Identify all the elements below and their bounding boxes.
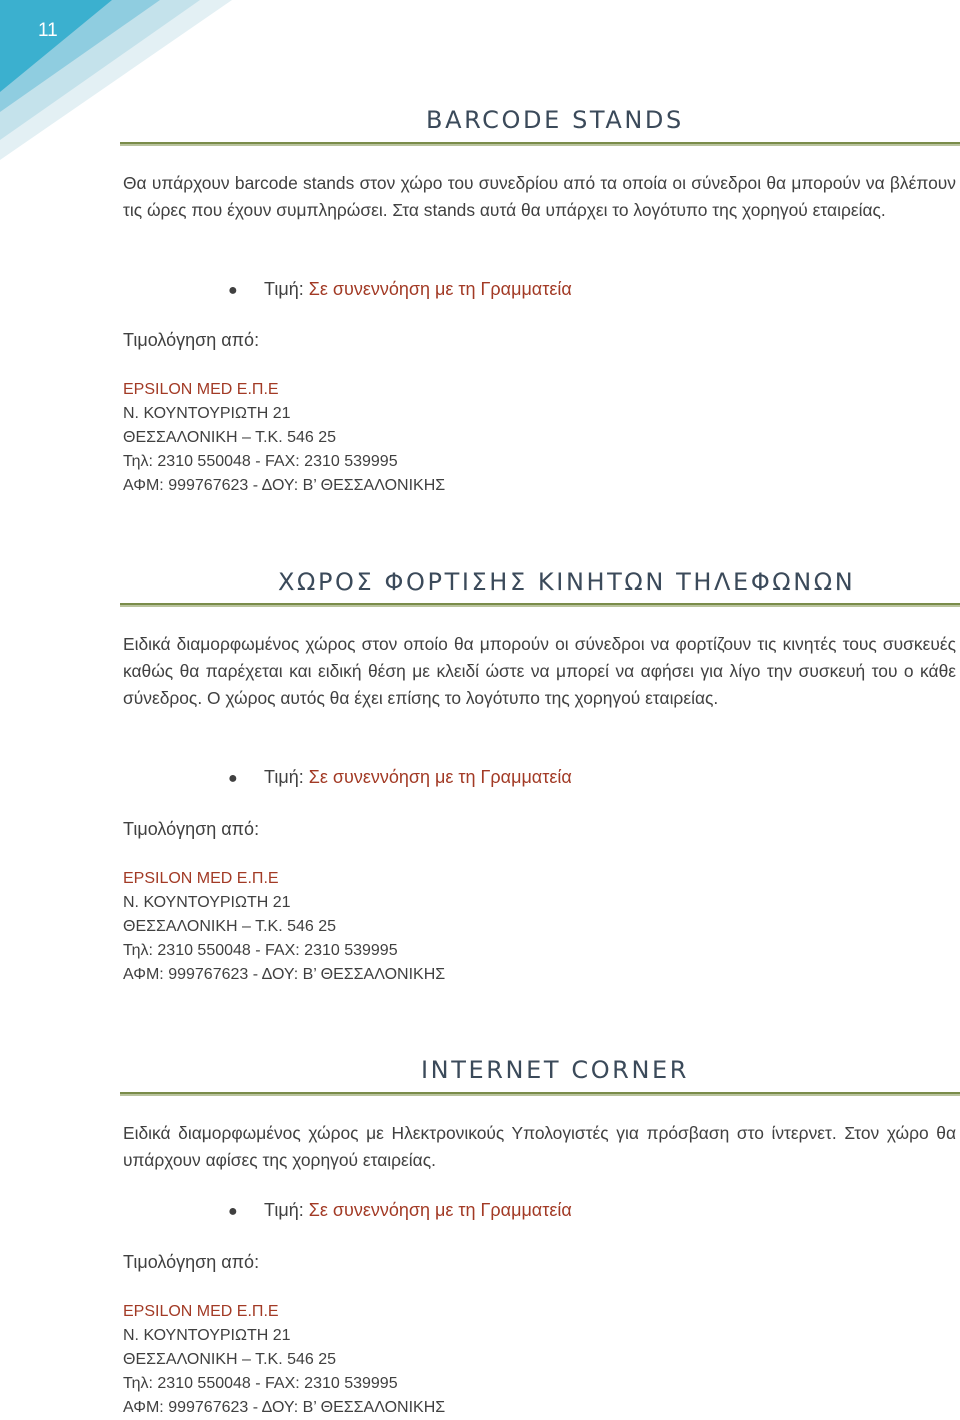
price-label: Τιμή: [264,1200,309,1220]
price-row [228,1200,572,1221]
address-city: ΘΕΣΣΑΛΟΝΙΚΗ – Τ.Κ. 546 25 [123,1351,337,1368]
price-value: Σε συνεννόηση με τη Γραμματεία [308,767,572,787]
section-rule [120,1092,960,1096]
invoice-label: Τιμολόγηση από: [123,819,260,839]
section-rule [120,603,960,607]
address-phone: Τηλ: 2310 550048 - FAX: 2310 539995 [123,453,398,470]
address-street: Ν. ΚΟΥΝΤΟΥΡΙΩΤΗ 21 [123,1327,291,1344]
price-label: Τιμή: [264,279,309,299]
address-tax: ΑΦΜ: 999767623 - ΔΟΥ: Β’ ΘΕΣΣΑΛΟΝΙΚΗΣ [123,966,446,983]
address-street: Ν. ΚΟΥΝΤΟΥΡΙΩΤΗ 21 [123,894,291,911]
invoice-label: Τιμολόγηση από: [123,330,260,350]
price-value: Σε συνεννόηση με τη Γραμματεία [308,279,572,299]
section-paragraph: Ειδικά διαμορφωμένος χώρος με Ηλεκτρονικούς Υπολογιστές για πρόσβαση στο ίντερνετ. Στον χώρο θα υπάρχουν αφίσες της χορηγού εταιρείας. [123,1123,956,1170]
price-label: Τιμή: [264,767,309,787]
page-number: 11 [38,20,58,41]
bullet-icon: ● [228,1203,238,1220]
price-value: Σε συνεννόηση με τη Γραμματεία [308,1200,572,1220]
section-rule [120,142,960,146]
address-street: Ν. ΚΟΥΝΤΟΥΡΙΩΤΗ 21 [123,405,291,422]
section-paragraph: Θα υπάρχουν barcode stands στον χώρο του συνεδρίου από τα οποία οι σύνεδροι θα μπορούν να βλέπουν τις ώρες που έχουν συμπληρώσει. Στα stands αυτά θα υπάρχει το λογότυπο της χορηγού εταιρείας. [123,173,956,220]
address-block [123,1300,445,1420]
invoice-label: Τιμολόγηση από: [123,1252,260,1272]
company-name: EPSILON MED Ε.Π.Ε [123,870,279,887]
address-tax: ΑΦΜ: 999767623 - ΔΟΥ: Β’ ΘΕΣΣΑΛΟΝΙΚΗΣ [123,477,446,494]
bullet-icon: ● [228,770,238,787]
price-row [228,767,572,788]
address-phone: Τηλ: 2310 550048 - FAX: 2310 539995 [123,942,398,959]
address-city: ΘΕΣΣΑΛΟΝΙΚΗ – Τ.Κ. 546 25 [123,918,337,935]
section-paragraph: Ειδικά διαμορφωμένος χώρος στον οποίο θα μπορούν οι σύνεδροι να φορτίζουν τις κινητές τους συσκευές καθώς θα παρέχεται και ειδική θέση με κλειδί ώστε να μπορεί να αφήσει για λίγο την συσκευή του ο κάθε σύνεδρος. Ο χώρος αυτός θα έχει επίσης το λογότυπο της χορηγού εταιρείας. [123,634,956,708]
section-heading-internet-corner: INTERNET CORNER [421,1056,690,1084]
section-heading-barcode-stands: BARCODE STANDS [426,106,684,134]
address-block [123,867,445,987]
bullet-icon: ● [228,282,238,299]
section-heading-phone-charging: ΧΩΡΟΣ ΦΟΡΤΙΣΗΣ ΚΙΝΗΤΩΝ ΤΗΛΕΦΩΝΩΝ [278,568,856,596]
price-row [228,279,572,300]
address-phone: Τηλ: 2310 550048 - FAX: 2310 539995 [123,1375,398,1392]
address-city: ΘΕΣΣΑΛΟΝΙΚΗ – Τ.Κ. 546 25 [123,429,337,446]
address-block [123,378,445,498]
page-corner-decoration [0,0,240,160]
company-name: EPSILON MED Ε.Π.Ε [123,1303,279,1320]
address-tax: ΑΦΜ: 999767623 - ΔΟΥ: Β’ ΘΕΣΣΑΛΟΝΙΚΗΣ [123,1399,446,1416]
company-name: EPSILON MED Ε.Π.Ε [123,381,279,398]
